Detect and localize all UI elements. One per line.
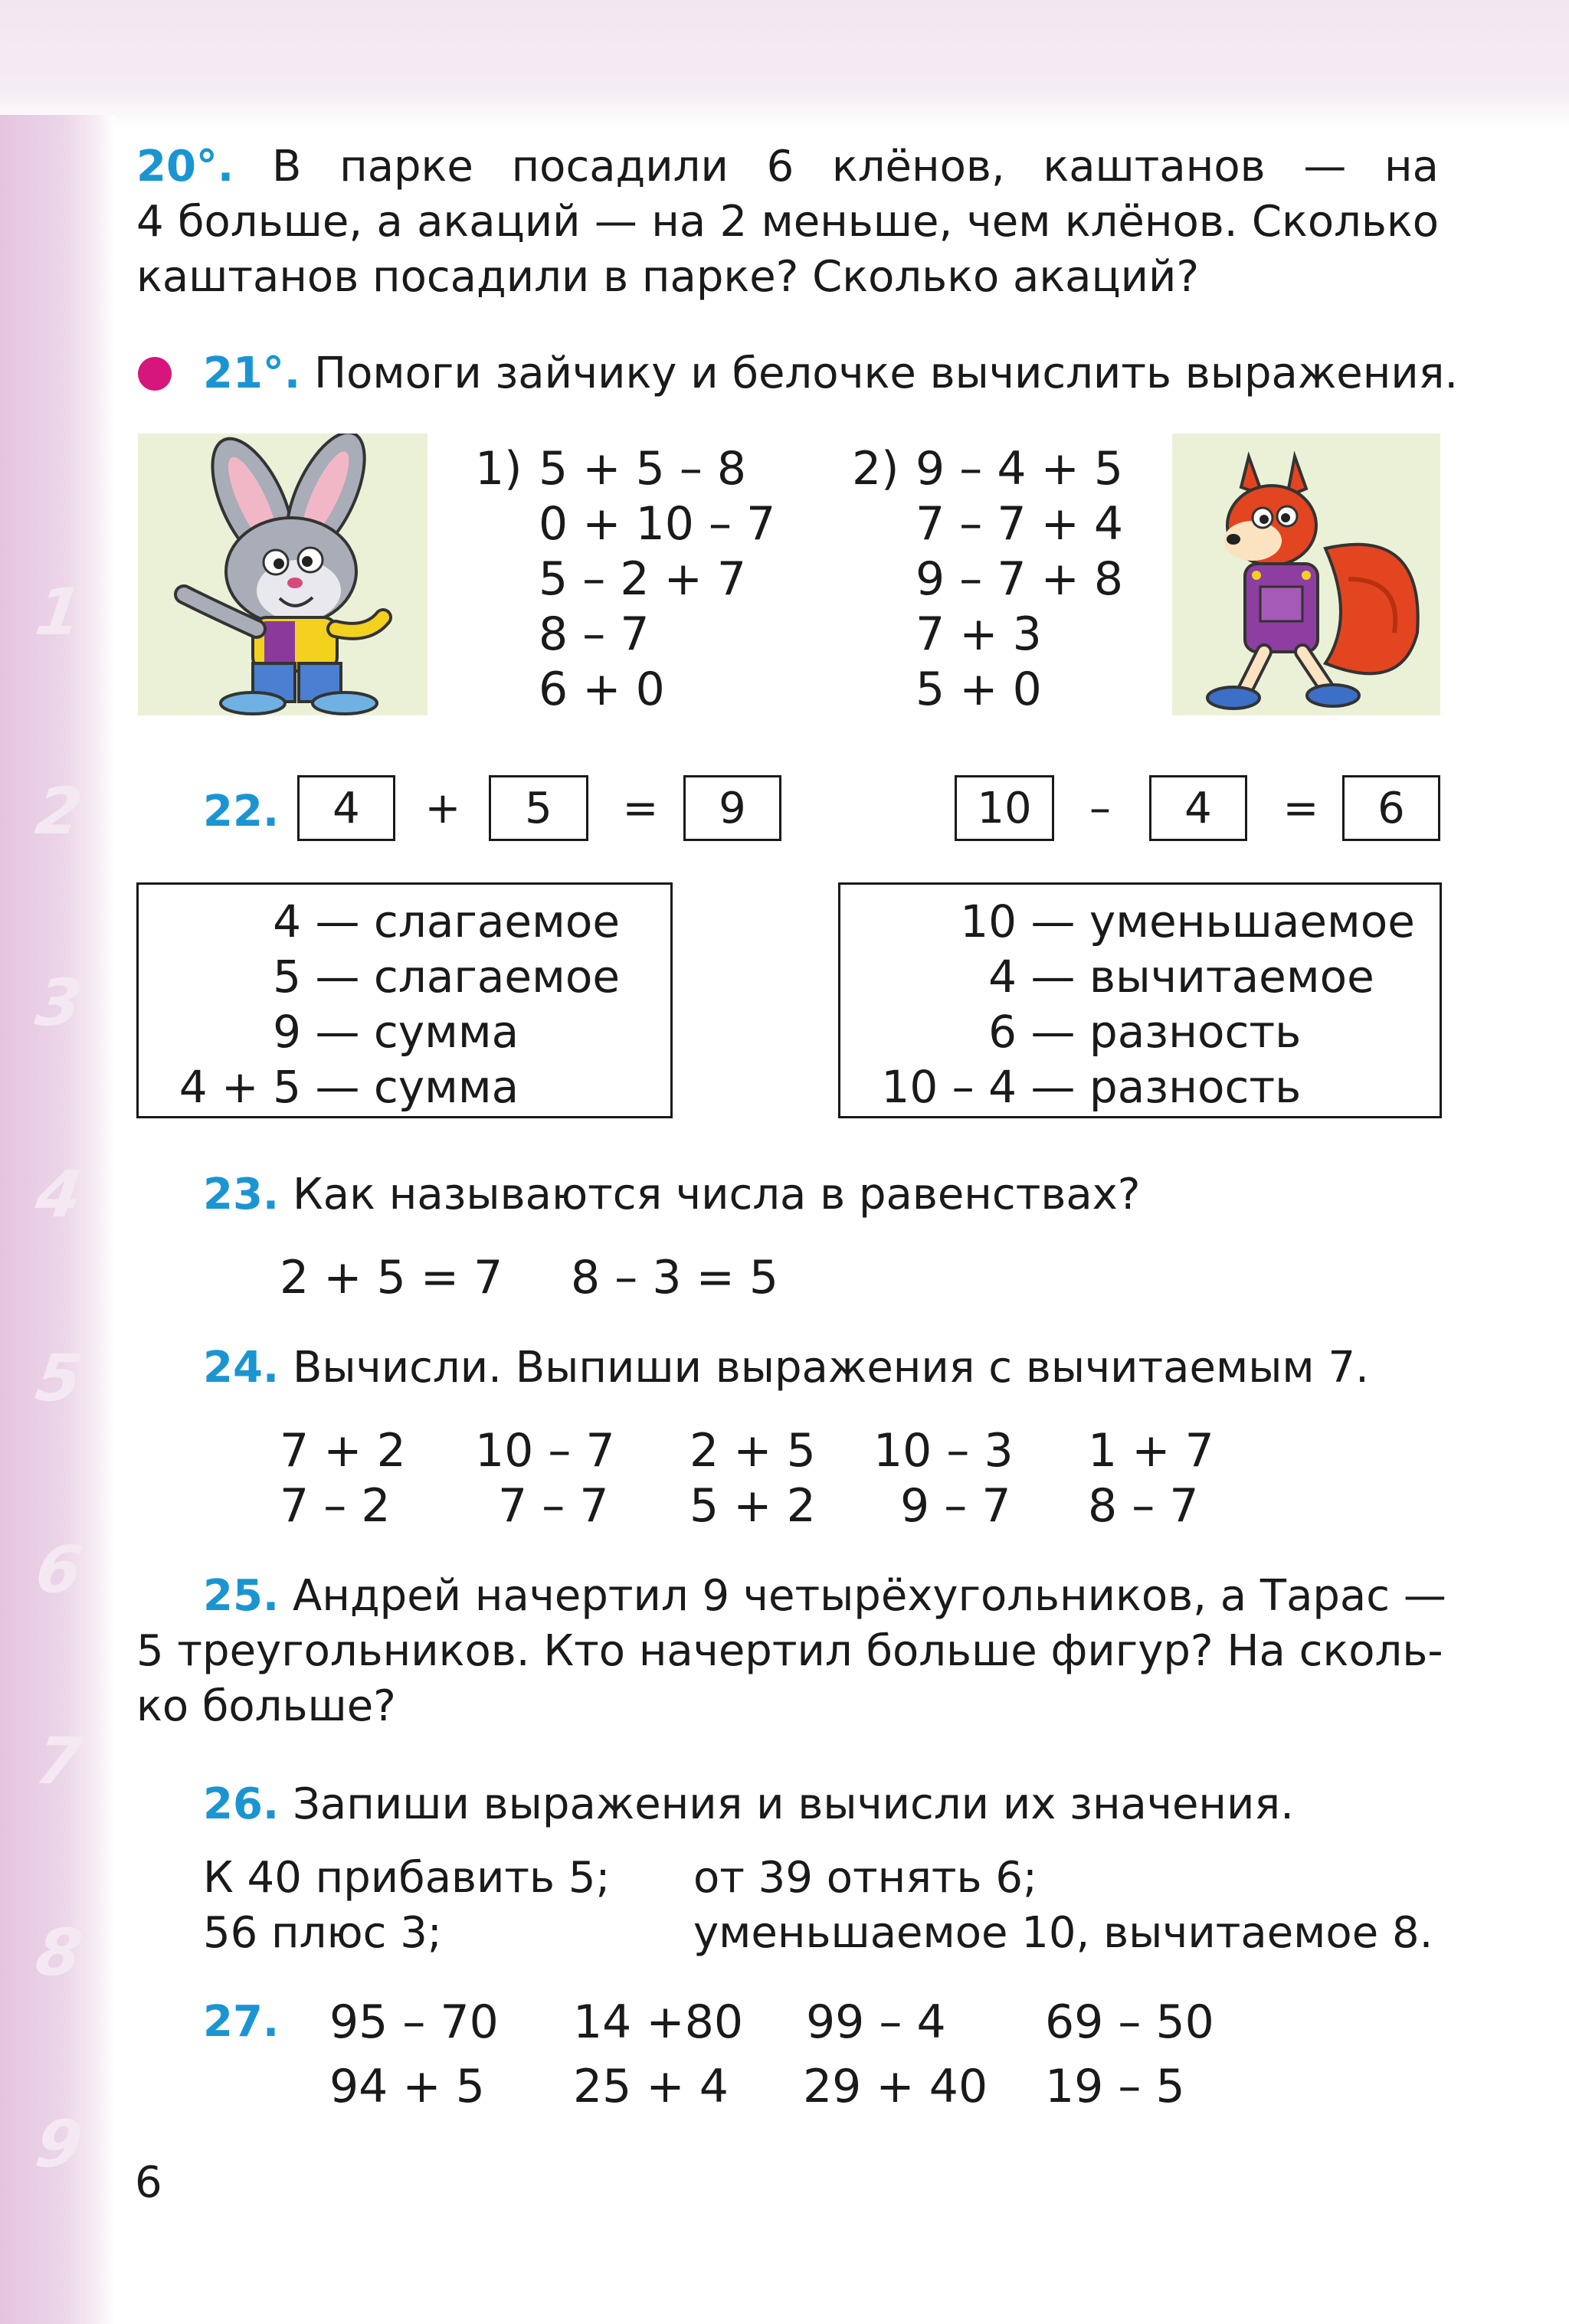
exercise-number: 27. [203, 1997, 280, 2047]
operator: + [424, 784, 461, 833]
subtraction-terms-frame [838, 882, 1442, 1118]
exercise-25-line-2: 5 треугольников. Кто начертил больше фигур? На сколь- [136, 1626, 1443, 1676]
term-row: 4 + 5 — сумма [179, 1061, 519, 1113]
expression: 95 – 70 [329, 1995, 499, 2049]
equation-box: 5 [489, 775, 588, 841]
expression: 10 – 7 [475, 1424, 615, 1478]
expression: 5 + 0 [916, 663, 1042, 716]
expression: 9 – 7 + 8 [916, 552, 1124, 606]
bunny-illustration [138, 434, 427, 715]
expression: 9 – 7 [900, 1479, 1011, 1533]
equality: 2 + 5 = 7 [280, 1251, 503, 1304]
expression: 2 + 5 [690, 1424, 816, 1478]
exercise-20-line-2: 4 больше, а акаций — на 2 меньше, чем клёнов. Сколько [136, 197, 1439, 247]
side-number: 4 [31, 1157, 87, 1232]
expression: 7 + 2 [280, 1424, 406, 1478]
exercise-number: 24. [203, 1343, 280, 1393]
equation-box: 4 [1149, 775, 1247, 841]
task-item: 56 плюс 3; [203, 1908, 442, 1958]
task-item: уменьшаемое 10, вычитаемое 8. [693, 1908, 1433, 1958]
exercise-26-heading: 26. Запиши выражения и вычисли их значения. [203, 1779, 1294, 1829]
expression: 99 – 4 [806, 1995, 946, 2049]
side-number: 6 [31, 1532, 87, 1607]
exercise-number: 20°. [136, 142, 234, 191]
exercise-number: 26. [203, 1779, 280, 1829]
expression: 5 + 5 – 8 [539, 442, 747, 496]
expression: 29 + 40 [803, 2060, 988, 2113]
equality: 8 – 3 = 5 [571, 1251, 779, 1304]
exercise-number: 23. [203, 1170, 280, 1219]
side-number: 8 [31, 1915, 87, 1990]
expression: 6 + 0 [539, 663, 665, 716]
term-row: 6 — разность [988, 1006, 1302, 1058]
term-row: 10 – 4 — разность [881, 1061, 1302, 1113]
exercise-20-line-1: 20°. В парке посадили 6 клёнов, каштанов — на [136, 142, 1439, 191]
side-number: 7 [31, 1723, 87, 1799]
exercise-25-line-3: ко больше? [136, 1681, 396, 1731]
exercise-number: 25. [203, 1571, 280, 1621]
exercise-23-heading: 23. Как называются числа в равенствах? [203, 1170, 1141, 1219]
expression: 8 – 7 [1088, 1479, 1199, 1533]
exercise-number: 22. [203, 787, 280, 836]
exercise-20-line-3: каштанов посадили в парке? Сколько акаций? [136, 252, 1200, 302]
exercise-21-heading: 21°. Помоги зайчику и белочке вычислить выражения. [203, 349, 1459, 398]
term-row: 4 — слагаемое [273, 895, 620, 948]
exercise-number: 21°. [203, 349, 301, 398]
equation-box: 10 [955, 775, 1054, 841]
column-2-label: 2) [852, 442, 899, 496]
expression: 1 + 7 [1088, 1424, 1214, 1478]
expression: 69 – 50 [1045, 1995, 1214, 2049]
expression: 14 +80 [573, 1995, 744, 2049]
expression: 25 + 4 [573, 2060, 729, 2113]
side-number: 2 [31, 774, 87, 849]
addition-terms-frame [136, 882, 673, 1118]
term-row: 10 — уменьшаемое [960, 895, 1415, 948]
side-number: 1 [31, 574, 87, 650]
equation-box: 6 [1342, 775, 1440, 841]
task-item: К 40 прибавить 5; [203, 1853, 611, 1903]
bullet-dot-icon [138, 357, 172, 391]
expression: 10 – 3 [873, 1424, 1014, 1478]
expression: 8 – 7 [539, 607, 650, 661]
task-item: от 39 отнять 6; [693, 1853, 1037, 1903]
expression: 7 + 3 [916, 607, 1042, 661]
expression: 19 – 5 [1045, 2060, 1185, 2113]
squirrel-illustration [1172, 434, 1440, 715]
bunny-icon [138, 434, 427, 715]
side-number: 9 [31, 2106, 87, 2182]
expression: 94 + 5 [329, 2060, 485, 2113]
squirrel-icon [1172, 434, 1440, 715]
top-band [0, 0, 1569, 129]
side-band [0, 115, 115, 2324]
expression: 5 – 2 + 7 [539, 552, 747, 606]
term-row: 9 — сумма [273, 1006, 519, 1058]
equation-box: 9 [683, 775, 781, 841]
operator: = [1282, 784, 1319, 833]
expression: 0 + 10 – 7 [539, 497, 776, 551]
expression: 7 – 7 + 4 [916, 497, 1124, 551]
page-number: 6 [135, 2158, 162, 2208]
side-number: 5 [31, 1340, 87, 1416]
expression: 7 – 7 [498, 1479, 609, 1533]
operator: = [622, 784, 659, 833]
equation-box: 4 [297, 775, 395, 841]
expression: 7 – 2 [280, 1479, 391, 1533]
side-number: 3 [31, 965, 87, 1040]
expression: 9 – 4 + 5 [916, 442, 1124, 496]
exercise-24-heading: 24. Вычисли. Выпиши выражения с вычитаемым 7. [203, 1343, 1369, 1393]
operator: – [1089, 784, 1111, 833]
expression: 5 + 2 [690, 1479, 816, 1533]
term-row: 4 — вычитаемое [988, 951, 1374, 1003]
column-1-label: 1) [475, 442, 522, 496]
exercise-25-line-1: 25. Андрей начертил 9 четырёхугольников, а Тарас — [203, 1571, 1446, 1621]
term-row: 5 — слагаемое [273, 951, 620, 1003]
